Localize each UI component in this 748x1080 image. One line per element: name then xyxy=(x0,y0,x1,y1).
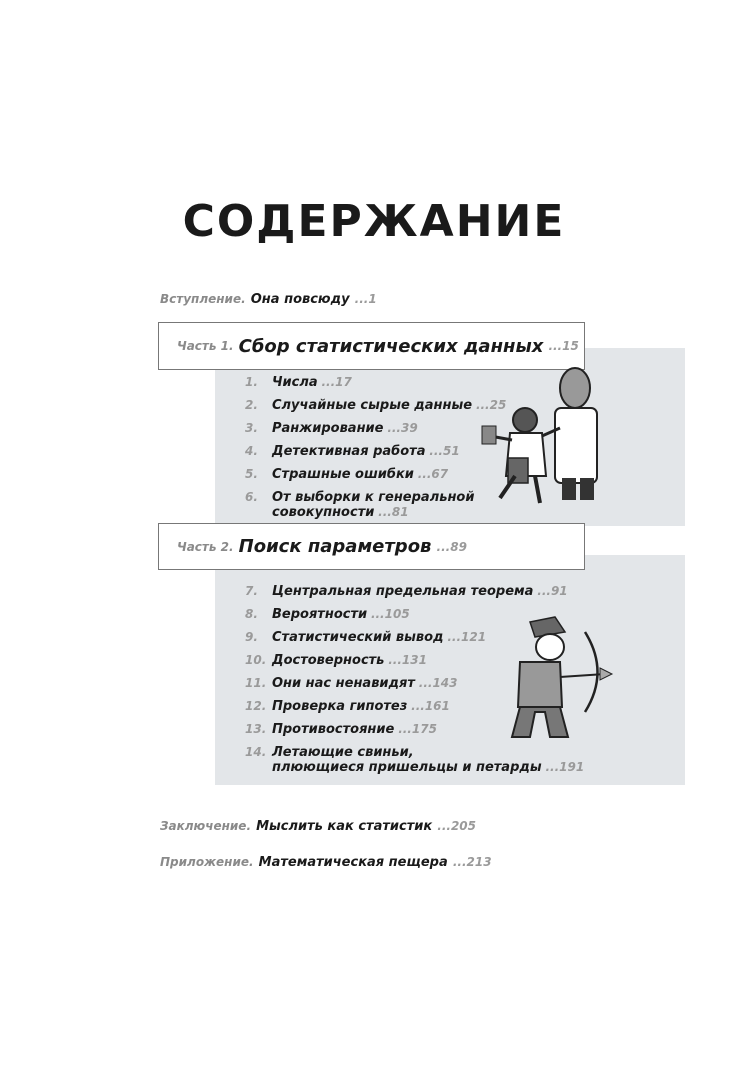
chapter-page: ...175 xyxy=(398,722,437,736)
chapter-page: ...17 xyxy=(321,375,352,389)
chapter-title: Случайные сырые данные xyxy=(272,398,473,413)
intro-label: Вступление. xyxy=(160,292,246,306)
toc-appendix[interactable] xyxy=(160,851,492,870)
chapter-number: 6. xyxy=(245,490,258,504)
chapter-title: Числа xyxy=(272,375,318,390)
chapter-page: ...121 xyxy=(447,630,487,644)
chapter-number: 5. xyxy=(245,467,258,481)
part-title: Сбор статистических данных xyxy=(238,335,544,357)
chapter-number: 1. xyxy=(245,375,258,389)
chapter-number: 11. xyxy=(245,676,267,690)
toc-conclusion[interactable] xyxy=(160,815,476,834)
chapter-number: 8. xyxy=(245,607,258,621)
chapter-title: Достоверность xyxy=(272,653,385,668)
chapter-page: ...105 xyxy=(370,607,410,621)
chapter-number: 7. xyxy=(245,584,258,598)
chapter-title: Детективная работа xyxy=(272,444,426,459)
chapter-number: 2. xyxy=(245,398,258,412)
chapter-page: ...39 xyxy=(387,421,418,435)
chapter-number: 12. xyxy=(245,699,267,713)
chapter-page: ...91 xyxy=(537,584,568,598)
chapter-title: Проверка гипотез xyxy=(272,699,408,714)
chapter-number: 14. xyxy=(245,745,267,759)
toc-part-2[interactable] xyxy=(158,523,585,570)
intro-page: ...1 xyxy=(354,292,377,306)
chapter-title: Статистический вывод xyxy=(272,630,444,645)
chapter-number: 10. xyxy=(245,653,267,667)
conclusion-label: Заключение. xyxy=(160,819,251,833)
conclusion-title: Мыслить как статистик xyxy=(256,819,433,834)
chapter-page: ...51 xyxy=(429,444,460,458)
part-label: Часть 1. xyxy=(177,339,234,353)
chapter-number: 13. xyxy=(245,722,267,736)
chapter-page: ...131 xyxy=(388,653,427,667)
chapter-page: ...143 xyxy=(418,676,458,690)
chapter-number: 9. xyxy=(245,630,258,644)
chapter-page: ...191 xyxy=(545,760,585,774)
scientists-illustration xyxy=(480,358,620,518)
chapter-number: 4. xyxy=(245,444,258,458)
chapter-title: Страшные ошибки xyxy=(272,467,414,482)
intro-title: Она повсюду xyxy=(250,292,350,307)
chapter-title: Они нас ненавидят xyxy=(272,676,415,691)
chapter-title: Ранжирование xyxy=(272,421,384,436)
chapter-title: Центральная предельная теорема xyxy=(272,584,534,599)
page-title: СОДЕРЖАНИЕ xyxy=(182,196,566,247)
chapter-number: 3. xyxy=(245,421,258,435)
archer-illustration xyxy=(490,612,615,742)
chapter-title-cont: совокупности xyxy=(272,505,375,520)
appendix-page: ...213 xyxy=(452,855,492,869)
chapter-page: ...81 xyxy=(378,505,409,519)
chapter-title: От выборки к генеральной xyxy=(272,490,475,505)
part-label: Часть 2. xyxy=(177,539,234,554)
chapter-page: ...161 xyxy=(411,699,450,713)
chapter-title: Летающие свиньи, xyxy=(272,745,414,760)
chapter-page: ...25 xyxy=(475,398,507,412)
chapter-title: Вероятности xyxy=(272,607,368,622)
part-title: Поиск параметров xyxy=(238,536,432,557)
part-page: ...15 xyxy=(548,339,579,353)
chapter-page: ...67 xyxy=(417,467,449,481)
chapter-title-cont: плюющиеся пришельцы и петарды xyxy=(272,760,542,775)
appendix-label: Приложение. xyxy=(160,855,254,869)
chapter-title: Противостояние xyxy=(272,722,395,737)
conclusion-page: ...205 xyxy=(437,819,477,833)
appendix-title: Математическая пещера xyxy=(258,855,448,870)
toc-intro[interactable] xyxy=(160,288,377,307)
part-page: ...89 xyxy=(436,539,467,554)
